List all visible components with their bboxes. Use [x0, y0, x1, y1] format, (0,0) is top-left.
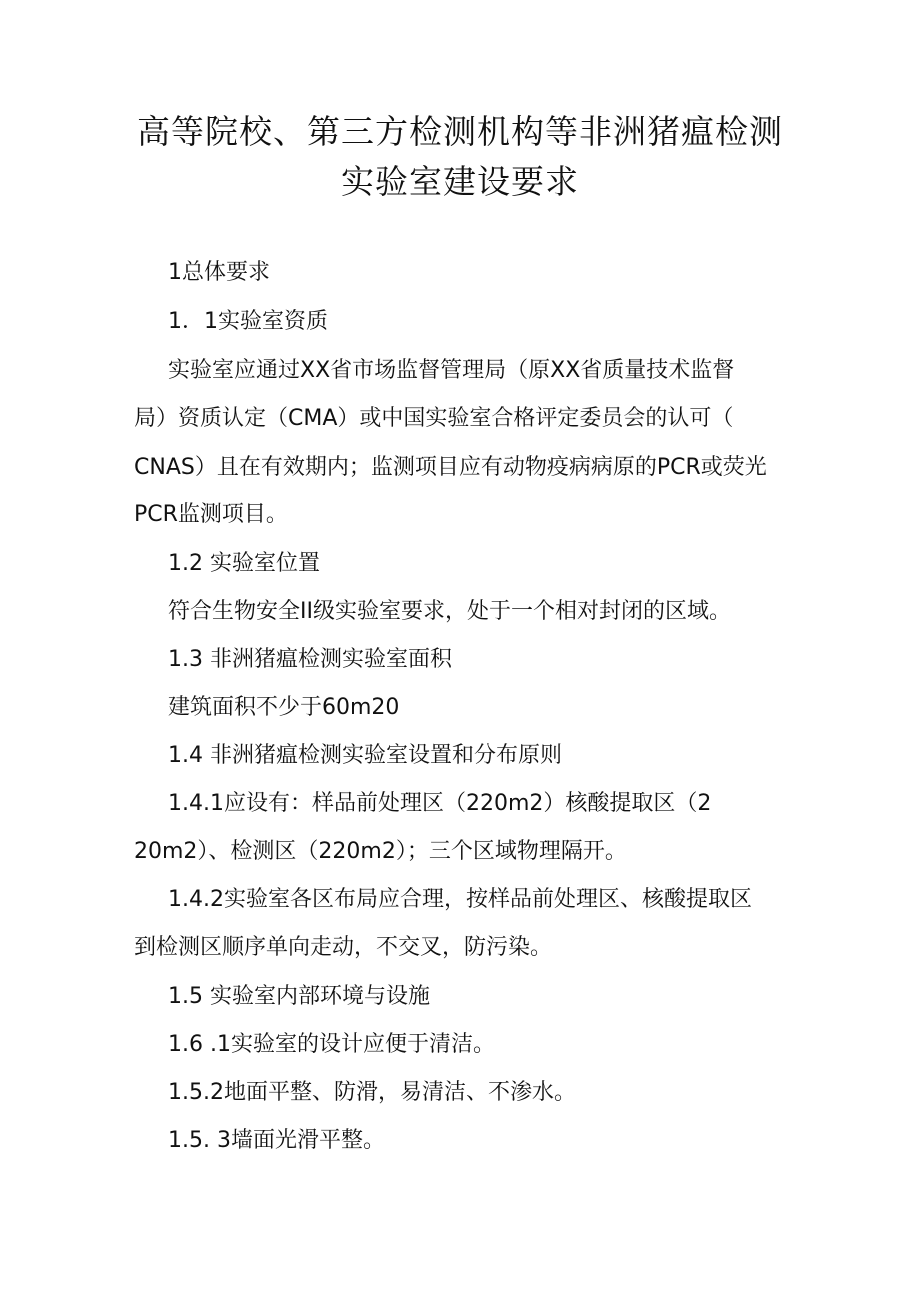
paragraph-line: 1.4.1应设有：样品前处理区（220m2）核酸提取区（2 — [168, 791, 712, 816]
paragraph-line: 1.6 .1实验室的设计应便于清洁。 — [168, 1032, 495, 1057]
document-title-line-2: 实验室建设要求 — [341, 162, 579, 201]
paragraph-line: CNAS）且在有效期内；监测项目应有动物疫病病原的PCR或荧光 — [134, 455, 767, 480]
paragraph-line: 局）资质认定（CMA）或中国实验室合格评定委员会的认可（ — [134, 406, 734, 431]
section-heading-1-5: 1.5 实验室内部环境与设施 — [168, 984, 430, 1009]
section-heading-1-3: 1.3 非洲猪瘟检测实验室面积 — [168, 647, 452, 672]
section-heading-1: 1总体要求 — [168, 260, 270, 285]
document-title-line-1: 高等院校、第三方检测机构等非洲猪瘟检测 — [137, 112, 783, 151]
paragraph-line: 建筑面积不少于60m20 — [168, 695, 400, 720]
paragraph-line: 符合生物安全II级实验室要求，处于一个相对封闭的区域。 — [168, 599, 731, 624]
paragraph-line: 1.4.2实验室各区布局应合理，按样品前处理区、核酸提取区 — [168, 887, 752, 912]
paragraph-line: 20m2）、检测区（220m2）；三个区域物理隔开。 — [134, 839, 627, 864]
paragraph-line: 到检测区顺序单向走动，不交叉，防污染。 — [134, 935, 553, 960]
section-heading-1-2: 1.2 实验室位置 — [168, 551, 320, 576]
paragraph-line: 实验室应通过XX省市场监督管理局（原XX省质量技术监督 — [168, 358, 735, 383]
section-heading-1-4: 1.4 非洲猪瘟检测实验室设置和分布原则 — [168, 743, 562, 768]
paragraph-line: 1.5.2地面平整、防滑，易清洁、不渗水。 — [168, 1080, 576, 1105]
paragraph-line: 1.5. 3墙面光滑平整。 — [168, 1128, 385, 1153]
paragraph-line: PCR监测项目。 — [134, 502, 288, 527]
section-heading-1-1: 1．1实验室资质 — [168, 309, 328, 334]
